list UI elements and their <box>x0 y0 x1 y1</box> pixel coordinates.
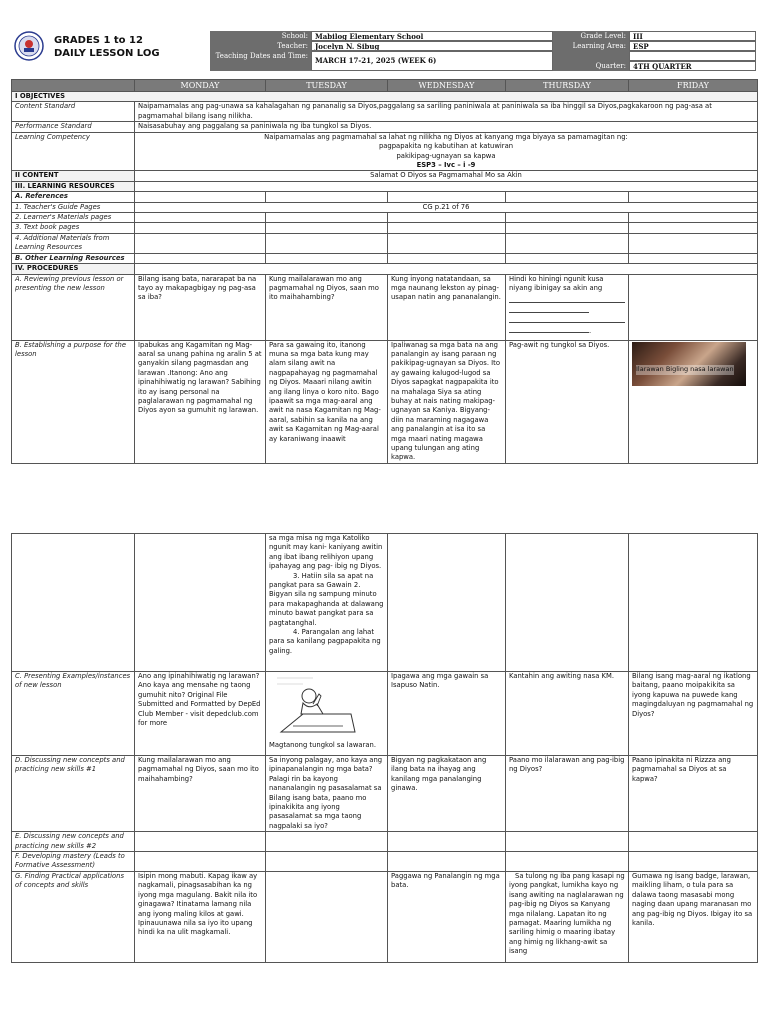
title-line-1: GRADES 1 to 12 <box>54 35 143 46</box>
blank-line-1 <box>509 293 625 303</box>
continued-friday <box>629 534 758 672</box>
blank-line-2 <box>509 303 589 313</box>
c-friday: Bilang isang mag-aaral ng ikatlong baitang, paano moipakikita sa iyong kapuwa na puwede kang magingdaluyan ng pagmamahal ng Diyos? <box>629 672 758 756</box>
a-thursday <box>506 274 629 340</box>
a-thursday-text: Hindi ko hiningi ngunit kusa niyang ibinigay sa akin ang <box>509 274 604 292</box>
blank-cell <box>629 253 758 263</box>
content-standard-value: Naipamamalas ang pag-unawa sa kahalagahan ng pananalig sa Diyos,paggalang sa sariling paniniwala at paniniwala sa iba hinggil sa Diyos,pagkakaroon ng pag-asa at pagmamahal bilang isang nilikha. <box>135 102 758 122</box>
b-label: B. Establishing a purpose for the lesson <box>12 340 135 463</box>
blank-cell <box>388 852 506 872</box>
d-monday: Kung mailalarawan mo ang pagmamahal ng Diyos, saan mo ito maihahambing? <box>135 756 266 832</box>
continued-monday <box>135 534 266 672</box>
lm-label: 2. Learner's Materials pages <box>12 213 135 223</box>
dates-label: Teaching Dates and Time: <box>210 51 311 71</box>
blank-cell <box>506 223 629 233</box>
competency-line-2: pagpapakita ng kabutihan at katuwiran <box>378 142 514 151</box>
g-thursday: Sa tulong ng iba pang kasapi ng iyong pangkat, lumikha kayo ng isang awiting na naglalarawan ng pag-ibig ng Diyos sa Kanyang mga nilalang. Lapatan ito ng pamagat. Maaring lumikha ng sariling himig o maaring ibatay ang himig ng likhang-awit sa isang <box>506 871 629 962</box>
g-wednesday: Paggawa ng Panalangin ng mga bata. <box>388 871 506 962</box>
g-monday: Isipin mong mabuti. Kapag ikaw ay nagkamali, pinagsasabihan ka ng iyong mga magulang. Bakit nila ito ginagawa? Itinatama lamang nila ang iyong maling kilos at gawi. Ipinauunawa nila sa iyo ito upang hindi ka na ulit magkamali. <box>135 871 266 962</box>
d-label: D. Discussing new concepts and practicing new skills #1 <box>12 756 135 832</box>
blank-cell <box>135 832 266 852</box>
blank-cell <box>266 213 388 223</box>
document-title <box>54 34 160 60</box>
competency-value <box>135 132 758 171</box>
b-friday <box>629 340 758 463</box>
e-label: E. Discussing new concepts and practicing new skills #2 <box>12 832 135 852</box>
blank-cell <box>629 192 758 202</box>
performance-standard-label: Performance Standard <box>12 122 135 132</box>
blank-cell <box>266 223 388 233</box>
tg-label: 1. Teacher's Guide Pages <box>12 202 135 212</box>
blank-cell <box>506 852 629 872</box>
continued-wednesday <box>388 534 506 672</box>
blank-cell <box>135 852 266 872</box>
praying-child-sketch <box>273 674 363 738</box>
competency-label: Learning Competency <box>12 132 135 171</box>
blank-cell <box>135 192 266 202</box>
c-wednesday: Ipagawa ang mga gawain sa Isapuso Natin. <box>388 672 506 756</box>
d-thursday: Paano mo ilalarawan ang pag-ibig ng Diyos? <box>506 756 629 832</box>
objectives-heading: I OBJECTIVES <box>12 92 758 102</box>
d-friday: Paano ipinakita ni Rizzza ang pagmamahal sa Diyos at sa kapwa? <box>629 756 758 832</box>
blank-cell <box>388 213 506 223</box>
school-value: Mabilog Elementary School <box>311 31 553 41</box>
f-label: F. Developing mastery (Leads to Formative Assessment) <box>12 852 135 872</box>
procedures-blank <box>135 264 758 274</box>
c-tuesday <box>266 672 388 756</box>
page-1 <box>0 0 768 500</box>
c-label: C. Presenting Examples/instances of new lesson <box>12 672 135 756</box>
blank-cell <box>388 832 506 852</box>
header-spacer <box>553 51 629 61</box>
a-monday: Bilang isang bata, nararapat ba na tayo ay makapagbigay ng pag-asa sa iba? <box>135 274 266 340</box>
a-wednesday: Kung inyong natatandaan, sa mga naunang lekston ay pinag-usapan natin ang pananalangin. <box>388 274 506 340</box>
blank-cell <box>266 233 388 253</box>
quarter-label: Quarter: <box>553 61 629 71</box>
day-monday: MONDAY <box>135 80 266 92</box>
title-line-2: DAILY LESSON LOG <box>54 48 160 59</box>
a-tuesday: Kung mailalarawan mo ang pagmamahal ng Diyos, saan mo ito maihahambing? <box>266 274 388 340</box>
blank-cell <box>388 253 506 263</box>
a-thursday-end: . <box>589 327 592 336</box>
content-label: II CONTENT <box>12 171 135 181</box>
continued-tuesday-1: sa mga misa ng mga Katoliko ngunit may kani- kaniyang awitin ang ibat ibang relihiyon upang ipahayag ang pag- ibig ng Diyos. <box>269 534 383 571</box>
grade-value: III <box>629 31 756 41</box>
header-blank <box>629 51 756 61</box>
resources-blank <box>135 181 758 191</box>
blank-cell <box>388 223 506 233</box>
competency-code: ESP3 – Ivc – i -9 <box>416 161 476 170</box>
blank-cell <box>135 253 266 263</box>
school-label: School: <box>210 31 311 41</box>
area-value: ESP <box>629 41 756 51</box>
lesson-table-page-2 <box>11 533 758 963</box>
c-thursday: Kantahin ang awiting nasa KM. <box>506 672 629 756</box>
continued-tuesday-3: 4. Parangalan ang lahat para sa kanilang pagpapakita ng galing. <box>269 628 381 655</box>
blank-cell <box>135 233 266 253</box>
c-monday: Ano ang ipinahihiwatig ng larawan? Ano kaya ang mensahe ng taong gumuhit nito? Original File Submitted and Formatted by DepEd Club Member - visit depedclub.com for more <box>135 672 266 756</box>
performance-standard-value: Naisasabuhay ang paggalang sa paniniwala ng iba tungkol sa Diyos. <box>135 122 758 132</box>
g-label: G. Finding Practical applications of concepts and skills <box>12 871 135 962</box>
day-tuesday: TUESDAY <box>266 80 388 92</box>
a-label: A. Reviewing previous lesson or presenting the new lesson <box>12 274 135 340</box>
competency-line-1: Naipamamalas ang pagmamahal sa lahat ng nilikha ng Diyos at kanyang mga biyaya sa pamamagitan ng: <box>264 132 628 141</box>
quarter-value: 4TH QUARTER <box>629 61 756 71</box>
blank-cell <box>629 832 758 852</box>
g-friday: Gumawa ng isang badge, larawan, maikling liham, o tula para sa dalawa taong masasabi mong naging daan upang maranasan mo ang pag-ibig ng Diyos. Ibigay ito sa kanila. <box>629 871 758 962</box>
deped-seal-icon <box>14 31 44 61</box>
lesson-table-page-1 <box>11 79 758 464</box>
d-wednesday: Bigyan ng pagkakataon ang ilang bata na ihayag ang kanilang mga panalanging ginawa. <box>388 756 506 832</box>
b-thursday: Pag-awit ng tungkol sa Diyos. <box>506 340 629 463</box>
blank-cell <box>266 832 388 852</box>
grade-label: Grade Level: <box>553 31 629 41</box>
content-value: Salamat O Diyos sa Pagmamahal Mo sa Akin <box>135 171 758 181</box>
other-resources-label: B. Other Learning Resources <box>12 253 135 263</box>
tb-label: 3. Text book pages <box>12 223 135 233</box>
blank-cell <box>388 233 506 253</box>
blank-cell <box>266 253 388 263</box>
photo-caption: Ilarawan Bigling nasa larawan <box>636 365 734 374</box>
blank-cell <box>629 852 758 872</box>
blank-cell <box>629 223 758 233</box>
am-label: 4. Additional Materials from Learning Resources <box>12 233 135 253</box>
competency-line-3: pakikipag-ugnayan sa kapwa <box>396 151 496 160</box>
blank-line-4 <box>509 323 592 336</box>
corner-cell <box>12 80 135 92</box>
dates-value: MARCH 17-21, 2025 (WEEK 6) <box>311 51 553 71</box>
blank-line-3 <box>509 313 625 323</box>
resources-label: III. LEARNING RESOURCES <box>12 181 135 191</box>
blank-cell <box>506 253 629 263</box>
blank-cell <box>629 233 758 253</box>
day-header-row <box>12 80 758 92</box>
children-photo <box>632 342 746 386</box>
area-label: Learning Area: <box>553 41 629 51</box>
blank-cell <box>266 192 388 202</box>
blank-cell <box>506 832 629 852</box>
blank-cell <box>388 192 506 202</box>
a-friday <box>629 274 758 340</box>
g-tuesday <box>266 871 388 962</box>
blank-cell <box>506 233 629 253</box>
references-label: A. References <box>12 192 135 202</box>
blank-cell <box>266 852 388 872</box>
b-wednesday: Ipaliwanag sa mga bata na ang panalangin ay isang paraan ng pakikipag-ugnayan sa Diyos. Ito ay gawaing kalugod-lugod sa Diyos sapagkat nagpapakita ito na mahalaga Siya sa ating buhay at nais nating makipag-ugnayan sa Kaniya. Bigyang-diin na maraming nagagawa ang panalangin at isa ito sa mga maari nating magawa upang tulungan ang ating kapwa. <box>388 340 506 463</box>
continued-thursday <box>506 534 629 672</box>
d-tuesday: Sa inyong palagay, ano kaya ang ipinapanalangin ng mga bata? Palagi rin ba kayong nananalangin ng pasasalamat sa Bilang isang bata, paano mo ipinakikita ang iyong pasasalamat sa mga taong nagpalaki sa iyo? <box>266 756 388 832</box>
day-thursday: THURSDAY <box>506 80 629 92</box>
blank-cell <box>629 213 758 223</box>
blank-cell <box>135 223 266 233</box>
teacher-value: Jocelyn N. Sibug <box>311 41 553 51</box>
tg-value: CG p.21 of 76 <box>135 202 758 212</box>
c-tuesday-caption: Magtanong tungkol sa lawaran. <box>269 741 376 750</box>
b-tuesday: Para sa gawaing ito, itanong muna sa mga bata kung may alam silang awit na nagpapahayag ng pagmamahal ng Diyos. Maaari nilang awitin ang ilang linya o koro nito. Bago ipaawit sa mga mag-aaral ang awit na nasa Kagamitan ng Mag-aaral, sabihin sa kanila na ang awit sa Kagamitan ng Mag-aaral ay karaniwang inaawit <box>266 340 388 463</box>
day-wednesday: WEDNESDAY <box>388 80 506 92</box>
procedures-label: IV. PROCEDURES <box>12 264 135 274</box>
continued-label <box>12 534 135 672</box>
teacher-label: Teacher: <box>210 41 311 51</box>
content-standard-label: Content Standard <box>12 102 135 122</box>
continued-tuesday <box>266 534 388 672</box>
page-2 <box>0 500 768 1024</box>
blank-cell <box>135 213 266 223</box>
blank-cell <box>506 192 629 202</box>
header-info <box>210 31 756 71</box>
b-monday: Ipabukas ang Kagamitan ng Mag-aaral sa unang pahina ng aralin 5 at ganyakin silang pagmasdan ang larawan .Itanong: Ano ang ipinahihiwatig ng larawan? Sabihing ito ay isang personal na paglalarawan ng pagmamahal ng Diyos ayon sa gumuhit ng larawan. <box>135 340 266 463</box>
blank-cell <box>506 213 629 223</box>
day-friday: FRIDAY <box>629 80 758 92</box>
continued-tuesday-2: 3. Hatiin sila sa apat na pangkat para sa Gawain 2. Bigyan sila ng sampung minuto para makapaghanda at dalawang minuto bawat pangkat para sa pagtatanghal. <box>269 571 384 627</box>
